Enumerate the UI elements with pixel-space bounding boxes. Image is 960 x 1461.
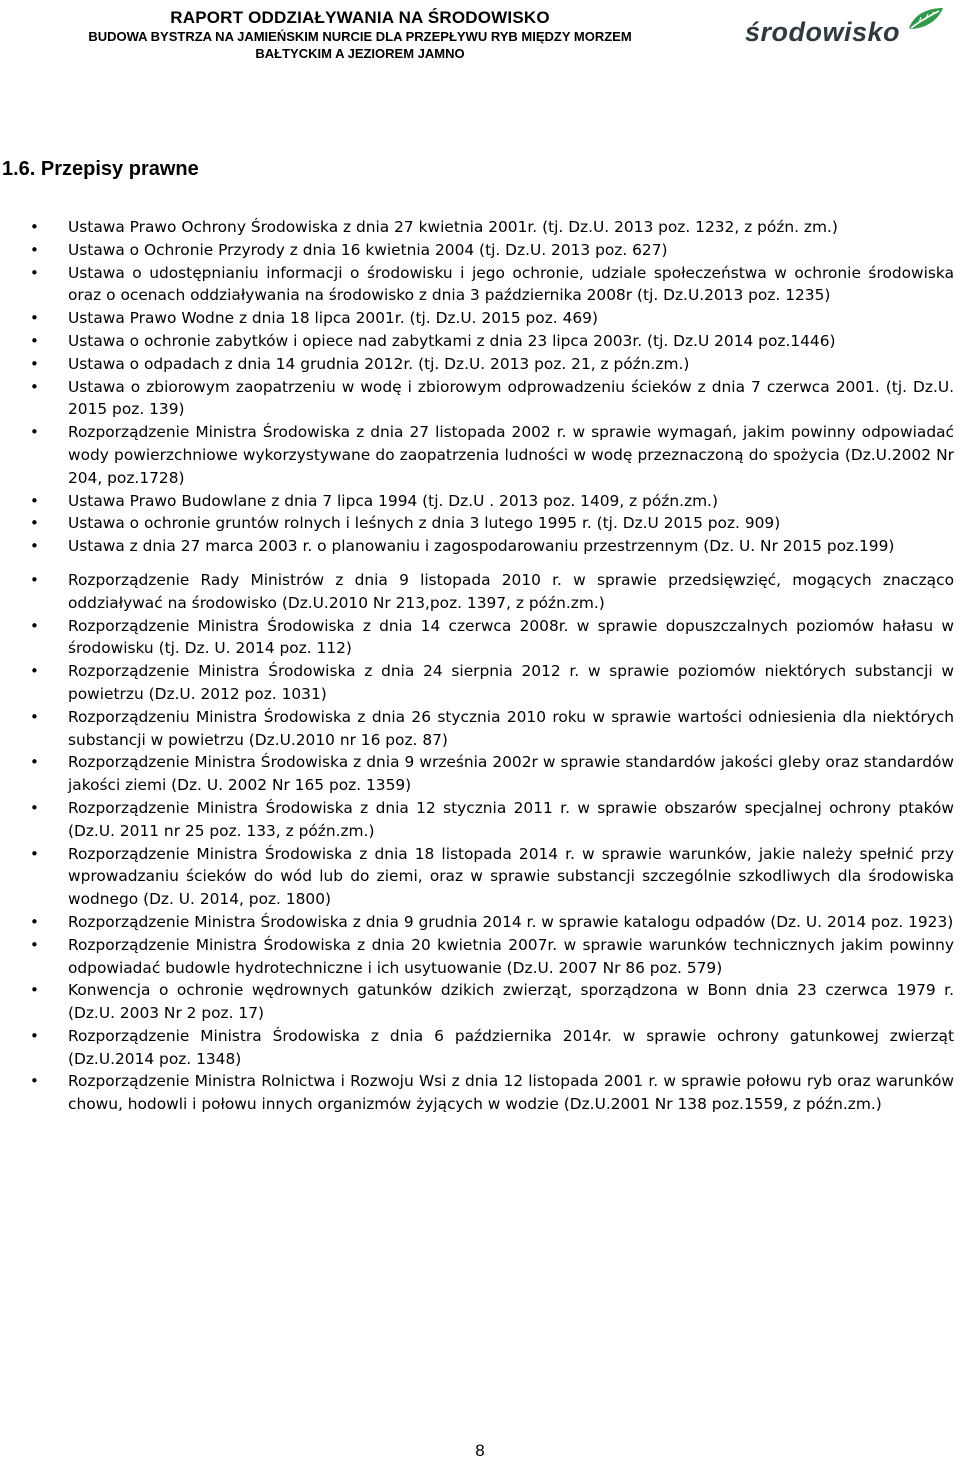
- list-item-text: Ustawa Prawo Wodne z dnia 18 lipca 2001r. (tj. Dz.U. 2015 poz. 469): [68, 309, 598, 328]
- list-item: [30, 490, 954, 513]
- list-item-text: Rozporządzenie Ministra Środowiska z dnia 9 września 2002r w sprawie standardów jakości gleby oraz standardów jakości ziemi (Dz. U. 2002 Nr 165 poz. 1359): [68, 753, 954, 795]
- list-item: [30, 660, 954, 706]
- list-item: [30, 262, 954, 308]
- page-header: [0, 0, 960, 66]
- list-item-text: Ustawa o ochronie zabytków i opiece nad zabytkami z dnia 23 lipca 2003r. (tj. Dz.U 2014 poz.1446): [68, 331, 836, 350]
- report-title: RAPORT ODDZIAŁYWANIA NA ŚRODOWISKO: [170, 8, 550, 27]
- bullet-icon: •: [30, 662, 39, 681]
- bullet-icon: •: [30, 570, 39, 589]
- bullet-icon: •: [30, 491, 39, 510]
- logo-text: środowisko: [745, 17, 901, 47]
- leaf-icon: [905, 6, 945, 32]
- list-item-text: Ustawa o udostępnianiu informacji o środowisku i jego ochronie, udziale społeczeństwa w ochronie środowiska oraz o ocenach oddziaływania na środowisko z dnia 3 października 2008r (tj. Dz.U.2013 poz. 1235): [68, 263, 954, 305]
- list-item-text: Rozporządzenie Ministra Rolnictwa i Rozwoju Wsi z dnia 12 listopada 2001 r. w sprawie połowu ryb oraz warunków chowu, hodowli i połowu innych organizmów żyjących w wodzie (Dz.U.2001 Nr 138 poz.1559, z późn.zm.): [68, 1072, 954, 1114]
- list-item-text: Ustawa z dnia 27 marca 2003 r. o planowaniu i zagospodarowaniu przestrzennym (Dz. U. Nr 2015 poz.199): [68, 537, 895, 556]
- list-item: [30, 330, 954, 353]
- bullet-icon: •: [30, 844, 39, 863]
- bullet-icon: •: [30, 240, 39, 259]
- list-item: [30, 751, 954, 797]
- report-subtitle-line1: BUDOWA BYSTRZA NA JAMIEŃSKIM NURCIE DLA PRZEPŁYWU RYB MIĘDZY MORZEM: [88, 29, 632, 44]
- page-number: 8: [475, 1441, 485, 1460]
- bullet-icon: •: [30, 1072, 39, 1091]
- bullet-icon: •: [30, 616, 39, 635]
- list-item: [30, 376, 954, 422]
- list-item-text: Rozporządzenie Ministra Środowiska z dnia 6 października 2014r. w sprawie ochrony gatunkowej zwierząt (Dz.U.2014 poz. 1348): [68, 1026, 954, 1068]
- list-item: [30, 1025, 954, 1071]
- header-text: [0, 8, 720, 62]
- list-item-text: Rozporządzeniu Ministra Środowiska z dnia 26 stycznia 2010 roku w sprawie wartości odniesienia dla niektórych substancji w powietrzu (Dz.U.2010 nr 16 poz. 87): [68, 707, 954, 749]
- bullet-icon: •: [30, 753, 39, 772]
- list-item-text: Ustawa o zbiorowym zaopatrzeniu w wodę i zbiorowym odprowadzeniu ścieków z dnia 7 czerwca 2001. (tj. Dz.U. 2015 poz. 139): [68, 377, 954, 419]
- list-item: [30, 797, 954, 843]
- bullet-icon: •: [30, 354, 39, 373]
- list-item-text: Rozporządzenie Ministra Środowiska z dnia 14 czerwca 2008r. w sprawie dopuszczalnych poziomów hałasu w środowisku (tj. Dz. U. 2014 poz. 112): [68, 616, 954, 658]
- list-item: [30, 934, 954, 980]
- section-title: 1.6. Przepisy prawne: [2, 158, 199, 180]
- bullet-icon: •: [30, 537, 39, 556]
- list-item-text: Rozporządzenie Ministra Środowiska z dnia 18 listopada 2014 r. w sprawie warunków, jakie należy spełnić przy wprowadzaniu ścieków do wód lub do ziemi, oraz w sprawie substancji szczególnie szkodliwych dla środowiska wodnego (Dz. U. 2014, poz. 1800): [68, 844, 954, 909]
- bullet-icon: •: [30, 263, 39, 282]
- bullet-icon: •: [30, 331, 39, 350]
- list-item-text: Rozporządzenie Ministra Środowiska z dnia 27 listopada 2002 r. w sprawie wymagań, jakim powinny odpowiadać wody powierzchniowe wykorzystywane do zaopatrzenia ludności w wodę przeznaczoną do spożycia (Dz.U.2002 Nr 204, poz.1728): [68, 423, 954, 487]
- list-item-text: Ustawa o ochronie gruntów rolnych i leśnych z dnia 3 lutego 1995 r. (tj. Dz.U 2015 poz. 909): [68, 514, 781, 533]
- list-item-text: Ustawa o Ochronie Przyrody z dnia 16 kwietnia 2004 (tj. Dz.U. 2013 poz. 627): [68, 240, 668, 259]
- list-item-text: Konwencja o ochronie wędrownych gatunków dzikich zwierząt, sporządzona w Bonn dnia 23 czerwca 1979 r. (Dz.U. 2003 Nr 2 poz. 17): [68, 981, 954, 1023]
- bullet-icon: •: [30, 377, 39, 396]
- report-subtitle-line2: BAŁTYCKIM A JEZIOREM JAMNO: [255, 46, 465, 61]
- bullet-icon: •: [30, 981, 39, 1000]
- list-item-text: Rozporządzenie Ministra Środowiska z dnia 20 kwietnia 2007r. w sprawie warunków technicznych jakim powinny odpowiadać budowle hydrotechniczne i ich usytuowanie (Dz.U. 2007 Nr 86 poz. 579): [68, 935, 954, 977]
- list-item: [30, 512, 954, 535]
- list-item: [30, 706, 954, 752]
- list-item-text: Rozporządzenie Ministra Środowiska z dnia 24 sierpnia 2012 r. w sprawie poziomów niektórych substancji w powietrzu (Dz.U. 2012 poz. 1031): [68, 662, 954, 703]
- list-item-text: Rozporządzenie Rady Ministrów z dnia 9 listopada 2010 r. w sprawie przedsięwzięć, mogących znacząco oddziaływać na środowisko (Dz.U.2010 Nr 213,poz. 1397, z późn.zm.): [68, 570, 954, 612]
- list-item: [30, 216, 954, 239]
- bullet-icon: •: [30, 912, 39, 931]
- list-item: [30, 353, 954, 376]
- list-item: [30, 1070, 954, 1116]
- bullet-icon: •: [30, 1026, 39, 1045]
- list-item: [30, 615, 954, 661]
- bullet-icon: •: [30, 935, 39, 954]
- list-item-text: Rozporządzenie Ministra Środowiska z dnia 9 grudnia 2014 r. w sprawie katalogu odpadów (Dz. U. 2014 poz. 1923): [68, 912, 954, 931]
- bullet-icon: •: [30, 218, 39, 236]
- list-item: [30, 307, 954, 330]
- list-item-text: Ustawa Prawo Budowlane z dnia 7 lipca 1994 (tj. Dz.U . 2013 poz. 1409, z późn.zm.): [68, 491, 718, 510]
- list-item-text: Rozporządzenie Ministra Środowiska z dnia 12 stycznia 2011 r. w sprawie obszarów specjalnej ochrony ptaków (Dz.U. 2011 nr 25 poz. 133, z późn.zm.): [68, 798, 954, 840]
- list-item: [30, 239, 954, 262]
- list-item: [30, 979, 954, 1025]
- srodowisko-logo: [745, 6, 945, 50]
- list-item-text: Ustawa Prawo Ochrony Środowiska z dnia 27 kwietnia 2001r. (tj. Dz.U. 2013 poz. 1232, z późn. zm.): [68, 218, 838, 236]
- bullet-icon: •: [30, 309, 39, 328]
- bullet-icon: •: [30, 707, 39, 726]
- list-item: [30, 421, 954, 489]
- list-item: [30, 569, 954, 615]
- bullet-icon: •: [30, 423, 39, 442]
- bullet-icon: •: [30, 514, 39, 533]
- list-item-text: Ustawa o odpadach z dnia 14 grudnia 2012r. (tj. Dz.U. 2013 poz. 21, z późn.zm.): [68, 354, 690, 373]
- list-item: [30, 843, 954, 911]
- list-item: [30, 911, 954, 934]
- regulations-list: [0, 216, 960, 1116]
- list-item: [30, 535, 954, 558]
- bullet-icon: •: [30, 798, 39, 817]
